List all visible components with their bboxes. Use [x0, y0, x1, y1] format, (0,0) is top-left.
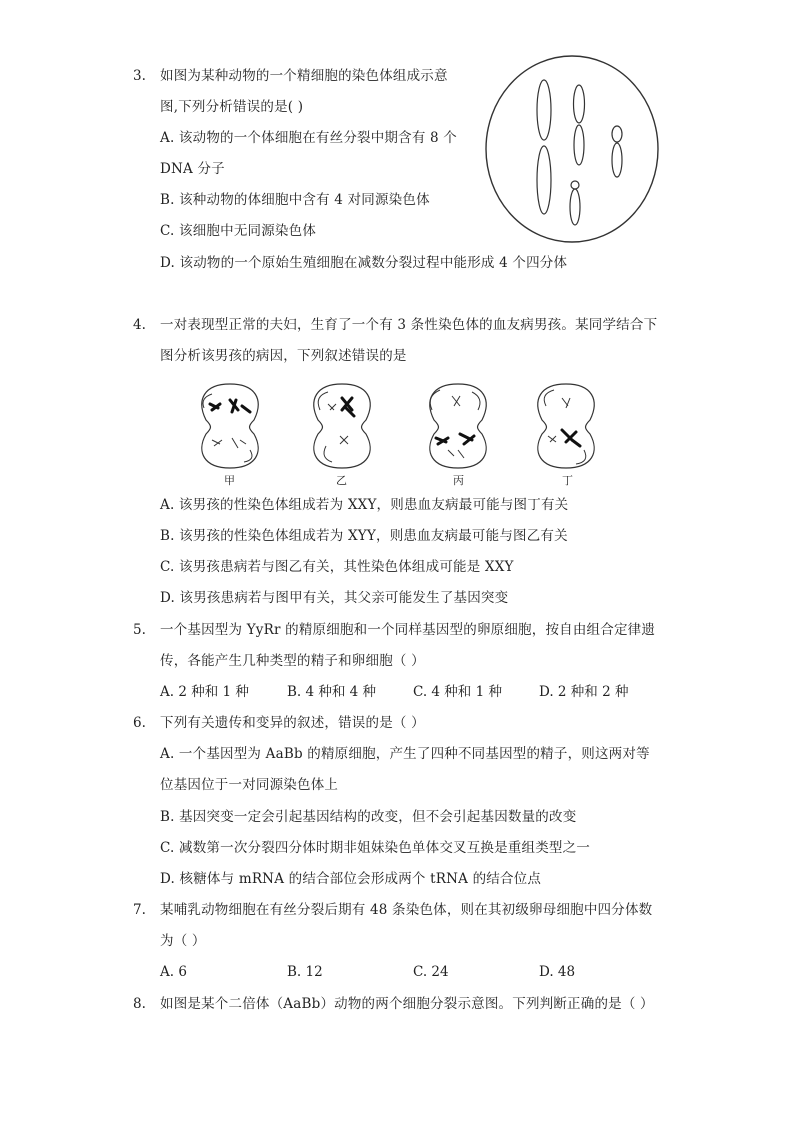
question-5-option-d: D. 2 种和 2 种: [539, 684, 629, 700]
question-3-stem-line-2: 图,下列分析错误的是( ): [160, 99, 304, 115]
question-3-option-a-line-1: A. 该动物的一个体细胞在有丝分裂中期含有 8 个: [160, 130, 458, 146]
question-6-option-d: D. 核糖体与 mRNA 的结合部位会形成两个 tRNA 的结合位点: [160, 871, 542, 887]
question-7-stem-line-2: 为（ ）: [160, 933, 206, 949]
question-7-option-c: C. 24: [413, 964, 449, 980]
question-3-stem-line-1: 如图为某种动物的一个精细胞的染色体组成示意: [160, 68, 448, 84]
cell-division-figure-jia: [190, 380, 270, 472]
question-3-option-c: C. 该细胞中无同源染色体: [160, 223, 317, 239]
cell-division-figure-yi: [302, 380, 382, 472]
question-6-number: 6.: [133, 715, 146, 731]
figure-label-yi: 乙: [336, 474, 347, 487]
question-3-option-d: D. 该动物的一个原始生殖细胞在减数分裂过程中能形成 4 个四分体: [160, 255, 568, 271]
question-5-option-b: B. 4 种和 4 种: [287, 684, 377, 700]
question-7-option-a: A. 6: [160, 964, 187, 980]
question-7-stem-line-1: 某哺乳动物细胞在有丝分裂后期有 48 条染色体，则在其初级卵母细胞中四分体数: [160, 902, 653, 918]
question-3-option-a-line-2: DNA 分子: [160, 161, 225, 177]
figure-label-bing: 丙: [453, 474, 464, 487]
question-5-stem-line-2: 传，各能产生几种类型的精子和卵细胞（ ）: [160, 653, 425, 669]
question-6-option-c: C. 减数第一次分裂四分体时期非姐妹染色单体交叉互换是重组类型之一: [160, 840, 591, 856]
question-5-stem-line-1: 一个基因型为 YyRr 的精原细胞和一个同样基因型的卵原细胞，按自由组合定律遗: [160, 622, 656, 638]
question-3-option-b: B. 该种动物的体细胞中含有 4 对同源染色体: [160, 192, 430, 208]
question-4-number: 4.: [133, 317, 146, 333]
question-4-option-d: D. 该男孩患病若与图甲有关，其父亲可能发生了基因突变: [160, 590, 509, 606]
question-4-stem-line-1: 一对表现型正常的夫妇，生育了一个有 3 条性染色体的血友病男孩。某同学结合下: [160, 317, 658, 333]
question-6-option-b: B. 基因突变一定会引起基因结构的改变，但不会引起基因数量的改变: [160, 809, 577, 825]
figure-label-ding: 丁: [562, 474, 573, 487]
question-4-stem-line-2: 图分析该男孩的病因，下列叙述错误的是: [160, 348, 407, 364]
question-7-option-b: B. 12: [287, 964, 323, 980]
question-6-stem: 下列有关遗传和变异的叙述，错误的是（ ）: [160, 715, 425, 731]
figure-label-jia: 甲: [224, 474, 235, 487]
cell-division-figure-bing: [418, 380, 498, 472]
question-6-option-a-line-1: A. 一个基因型为 AaBb 的精原细胞，产生了四种不同基因型的精子，则这两对等: [160, 746, 650, 762]
question-5-option-c: C. 4 种和 1 种: [413, 684, 502, 700]
question-3-number: 3.: [133, 68, 146, 84]
question-7-option-d: D. 48: [539, 964, 576, 980]
question-6-option-a-line-2: 位基因位于一对同源染色体上: [160, 777, 339, 793]
cell-division-figure-ding: [526, 380, 606, 472]
question-5-option-a: A. 2 种和 1 种: [160, 684, 249, 700]
sperm-cell-chromosome-figure: [483, 52, 661, 246]
question-4-option-b: B. 该男孩的性染色体组成若为 XYY，则患血友病最可能与图乙有关: [160, 528, 568, 544]
question-5-number: 5.: [133, 622, 146, 638]
question-4-option-a: A. 该男孩的性染色体组成若为 XXY，则患血友病最可能与图丁有关: [160, 497, 569, 513]
question-7-number: 7.: [133, 902, 146, 918]
question-4-option-c: C. 该男孩患病若与图乙有关，其性染色体组成可能是 XXY: [160, 559, 514, 575]
question-8-stem: 如图是某个二倍体（AaBb）动物的两个细胞分裂示意图。下列判断正确的是（ ）: [160, 996, 654, 1012]
question-8-number: 8.: [133, 996, 146, 1012]
